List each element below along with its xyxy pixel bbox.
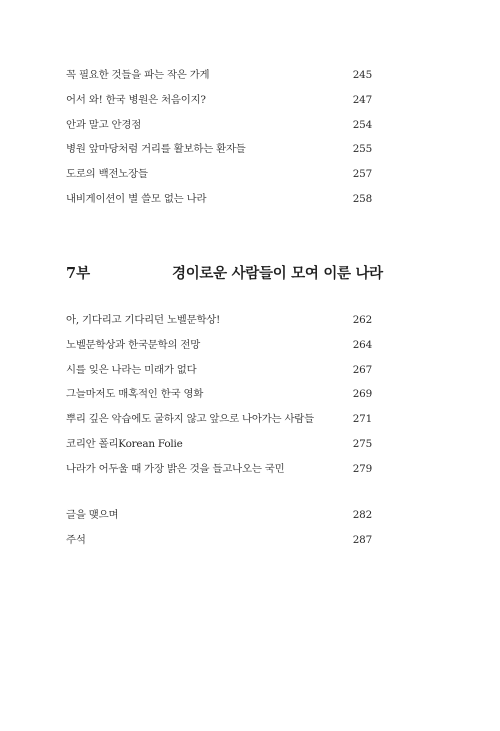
toc-entry-page: 264: [352, 338, 372, 351]
toc-entry-page: 271: [352, 413, 372, 426]
toc-entry-title: 글을 맺으며: [66, 509, 119, 521]
toc-entry-title: 시를 잊은 나라는 미래가 없다: [66, 363, 197, 376]
toc-entry: [66, 140, 372, 165]
toc-list-closing: [66, 506, 372, 556]
toc-entry-title: 안과 말고 안경점: [66, 118, 142, 131]
toc-entry-page: 269: [352, 388, 372, 401]
toc-entry-title: 아, 기다리고 기다리던 노벨문학상!: [66, 314, 221, 326]
part-number: 7부: [66, 265, 91, 282]
toc-entry-page: 254: [352, 118, 372, 131]
toc-entry: [66, 410, 372, 435]
toc-list-part-7: [66, 311, 372, 485]
toc-entry-title: 어서 와! 한국 병원은 처음이지?: [66, 93, 206, 106]
toc-entry-title: 나라가 어두울 때 가장 밝은 것을 들고나오는 국민: [66, 462, 285, 475]
toc-entry: [66, 165, 372, 190]
toc-entry: [66, 506, 372, 531]
toc-entry-page: 282: [352, 509, 372, 521]
toc-entry-title: 내비게이션이 별 쓸모 없는 나라: [66, 192, 207, 205]
toc-entry-page: 255: [352, 143, 372, 156]
toc-entry-title: 병원 앞마당처럼 거리를 활보하는 환자들: [66, 143, 246, 156]
toc-entry: [66, 336, 372, 361]
toc-entry: [66, 190, 372, 215]
toc-entry-page: 267: [352, 363, 372, 376]
toc-entry: [66, 66, 372, 91]
toc-entry-title: 도로의 백전노장들: [66, 168, 148, 181]
toc-list-previous-part: [66, 66, 372, 215]
toc-entry: [66, 91, 372, 116]
toc-entry: [66, 361, 372, 386]
toc-entry-page: 287: [352, 533, 372, 546]
toc-entry: [66, 116, 372, 141]
toc-entry-page: 258: [352, 192, 372, 205]
toc-entry-title: 꼭 필요한 것들을 파는 작은 가게: [66, 69, 210, 81]
part-title: 경이로운 사람들이 모여 이룬 나라: [172, 265, 383, 282]
toc-entry: [66, 385, 372, 410]
toc-entry: [66, 435, 372, 460]
toc-entry-page: 247: [352, 93, 372, 106]
toc-entry: [66, 531, 372, 556]
toc-entry-page: 275: [352, 437, 372, 450]
toc-entry-title: 뿌리 깊은 악습에도 굴하지 않고 앞으로 나아가는 사람들: [66, 413, 314, 426]
part-heading: [66, 262, 383, 284]
toc-entry-page: 279: [352, 462, 372, 475]
toc-entry-title: 코리안 폴리Korean Folie: [66, 437, 183, 450]
toc-entry-title: 주석: [66, 533, 86, 546]
toc-entry-page: 245: [352, 69, 372, 81]
toc-entry: [66, 311, 372, 336]
toc-entry-page: 257: [352, 168, 372, 181]
toc-entry-title: 그늘마저도 매혹적인 한국 영화: [66, 388, 204, 401]
toc-entry-title: 노벨문학상과 한국문학의 전망: [66, 338, 201, 351]
toc-entry-page: 262: [352, 314, 372, 326]
toc-entry: [66, 460, 372, 485]
